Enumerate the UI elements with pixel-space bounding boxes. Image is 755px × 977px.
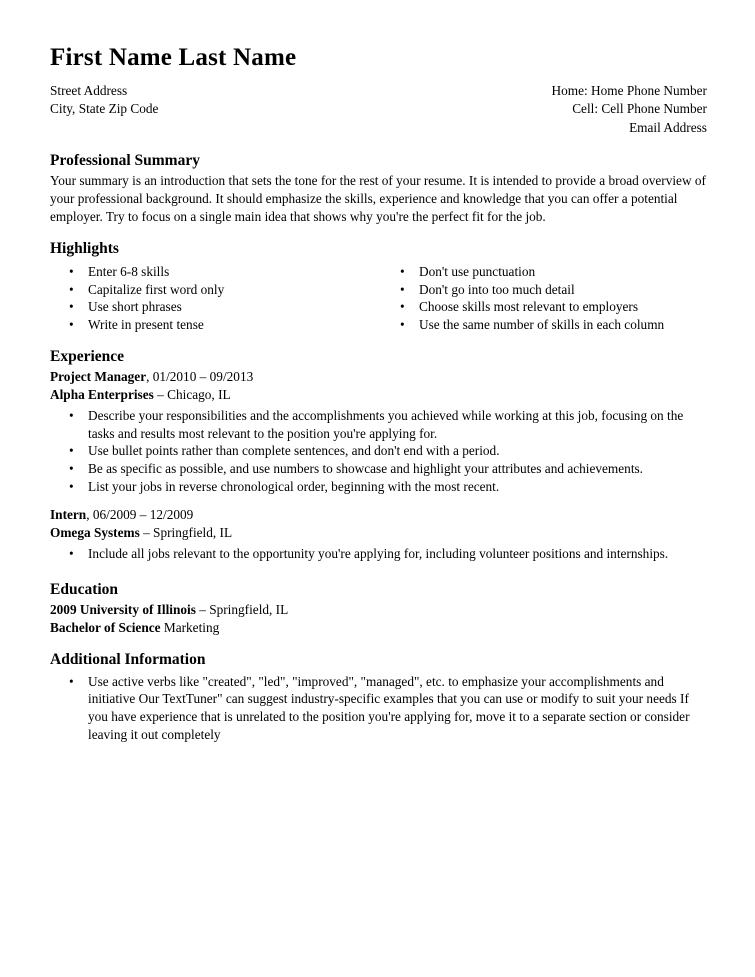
address-line-1: Street Address bbox=[50, 82, 128, 98]
experience-entry-project-manager bbox=[50, 368, 707, 495]
section-heading-experience: Experience bbox=[50, 347, 125, 365]
job-bullet: • List your jobs in reverse chronological order, beginning with the most recent. bbox=[50, 478, 707, 496]
section-heading-additional-information: Additional Information bbox=[50, 651, 206, 669]
highlight-item: • Write in present tense bbox=[50, 316, 381, 334]
job-bullet-list bbox=[50, 545, 707, 563]
highlights-list-left bbox=[50, 263, 381, 333]
cell-phone: Cell: Cell Phone Number bbox=[572, 101, 707, 117]
job-title: Intern bbox=[50, 507, 87, 523]
education-school-line bbox=[50, 601, 707, 619]
education-degree: Bachelor of Science bbox=[50, 620, 161, 636]
job-bullet-list bbox=[50, 407, 707, 495]
job-bullet: • Describe your responsibilities and the accomplishments you achieved while working at this job, focusing on the tasks and results most relevant to the position you're applying for. bbox=[50, 407, 707, 442]
education-major: Marketing bbox=[160, 620, 220, 636]
home-phone: Home: Home Phone Number bbox=[551, 82, 707, 98]
email-address: Email Address bbox=[629, 120, 707, 136]
highlight-item: • Enter 6-8 skills bbox=[50, 263, 381, 281]
contact-address bbox=[50, 82, 158, 138]
contact-phones bbox=[552, 82, 707, 138]
highlights-columns bbox=[50, 260, 707, 333]
highlight-item: • Don't go into too much detail bbox=[381, 281, 707, 299]
contact-block bbox=[50, 82, 707, 138]
job-company: Omega Systems bbox=[50, 525, 140, 541]
job-company: Alpha Enterprises bbox=[50, 387, 154, 403]
additional-info-bullet: • Use active verbs like "created", "led", "improved", "managed", etc. to emphasize your accomplishments and initiative Our TextTuner" can suggest industry-specific examples that you can use or modify to suit your needs If you have experience that is unrelated to the position you're applying for, move it to a separate section or consider leaving it out completely bbox=[50, 673, 707, 743]
education-degree-line bbox=[50, 619, 707, 637]
job-title: Project Manager bbox=[50, 369, 147, 385]
highlight-item: • Use the same number of skills in each column bbox=[381, 316, 707, 334]
page-title: First Name Last Name bbox=[50, 44, 297, 71]
education-school: 2009 University of Illinois bbox=[50, 602, 196, 618]
job-bullet: • Be as specific as possible, and use numbers to showcase and highlight your attributes and achievements. bbox=[50, 460, 707, 478]
highlight-item: • Choose skills most relevant to employers bbox=[381, 298, 707, 316]
experience-entry-intern bbox=[50, 506, 707, 563]
job-bullet: • Use bullet points rather than complete sentences, and don't end with a period. bbox=[50, 442, 707, 460]
highlight-item: • Capitalize first word only bbox=[50, 281, 381, 299]
section-heading-highlights: Highlights bbox=[50, 239, 119, 257]
job-bullet: • Include all jobs relevant to the opportunity you're applying for, including volunteer positions and internships. bbox=[50, 545, 707, 563]
job-title-line bbox=[50, 506, 707, 524]
section-heading-professional-summary: Professional Summary bbox=[50, 151, 200, 169]
job-company-line bbox=[50, 524, 707, 542]
job-company-line bbox=[50, 386, 707, 404]
job-dates: , 01/2010 – 09/2013 bbox=[146, 369, 254, 385]
education-location: – Springfield, IL bbox=[195, 602, 289, 618]
section-heading-education: Education bbox=[50, 580, 119, 598]
highlights-list-right bbox=[381, 263, 707, 333]
additional-info-list bbox=[50, 673, 707, 743]
highlight-item: • Use short phrases bbox=[50, 298, 381, 316]
job-title-line bbox=[50, 368, 707, 386]
job-dates: , 06/2009 – 12/2009 bbox=[86, 507, 194, 523]
summary-text: Your summary is an introduction that sets the tone for the rest of your resume. It is intended to provide a broad overview of your professional background. It should emphasize the skills, experience and knowledge that you can offer a potential employer. Try to focus on a single main idea that shows why you're the perfect fit for the job. bbox=[50, 173, 706, 224]
address-line-2: City, State Zip Code bbox=[50, 101, 159, 117]
highlight-item: • Don't use punctuation bbox=[381, 263, 707, 281]
job-location: – Chicago, IL bbox=[153, 387, 231, 403]
job-location: – Springfield, IL bbox=[139, 525, 233, 541]
